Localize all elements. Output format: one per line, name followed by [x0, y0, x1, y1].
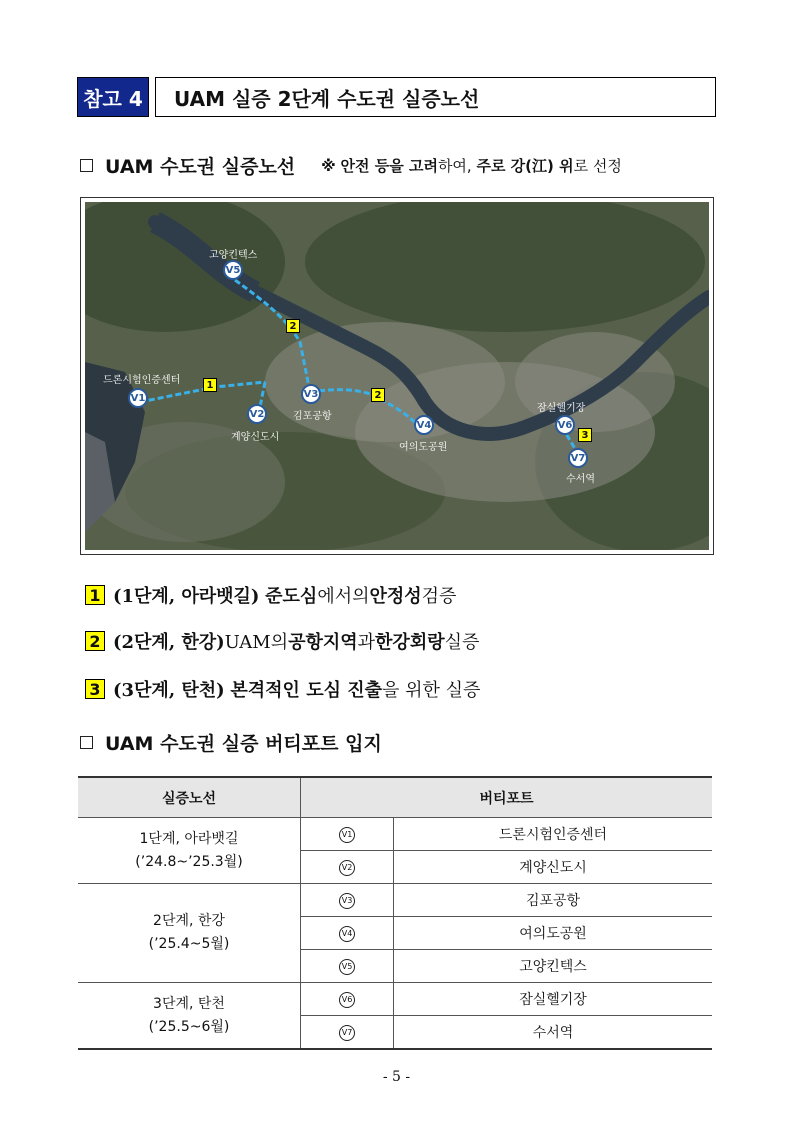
stage-item-3 — [85, 676, 480, 702]
map-vertiport-v6: V6 — [555, 415, 575, 435]
vertiport-name: 계양신도시 — [394, 851, 713, 884]
stage-3-text-3: 을 위한 실증 — [382, 680, 481, 701]
vertiport-code-badge: V2 — [339, 860, 355, 876]
stage-2-text-3: 실증 — [444, 632, 480, 653]
page-title: UAM 실증 2단계 수도권 실증노선 — [155, 77, 716, 117]
section-route-title: UAM 수도권 실증노선 — [105, 155, 296, 178]
map-stage-marker-2b: 2 — [371, 388, 385, 402]
vertiport-name: 김포공항 — [394, 884, 713, 917]
map-vertiport-v1: V1 — [128, 388, 148, 408]
stage-3-label: (3단계, 탄천) — [113, 680, 225, 701]
table-row — [78, 884, 712, 917]
vertiport-table — [78, 776, 712, 1050]
route-map — [80, 197, 714, 555]
page-number: - 5 - — [382, 1069, 411, 1085]
code-cell — [301, 917, 394, 950]
stage-1-bold-3: 안정성 — [369, 586, 422, 607]
map-vertiport-v3: V3 — [301, 384, 321, 404]
vertiport-code-badge: V7 — [339, 1025, 355, 1041]
map-vertiport-v4: V4 — [414, 415, 434, 435]
header-vertiport: 버티포트 — [301, 777, 713, 818]
stage-2-text-2: 과 — [357, 632, 376, 653]
note-bold-2: 주로 강(江) 위 — [476, 156, 574, 175]
map-vertiport-v7: V7 — [568, 448, 588, 468]
section-vertiport-title: UAM 수도권 실증 버티포트 입지 — [105, 732, 382, 755]
route-period-2: (’25.4~5월) — [148, 936, 230, 952]
stage-2-text-1: UAM의 — [224, 632, 289, 653]
stage-1-text-3: 검증 — [421, 586, 457, 607]
code-cell — [301, 950, 394, 983]
map-stage-marker-3: 3 — [578, 428, 592, 442]
stage-2-bold-3: 한강회랑 — [375, 632, 445, 653]
checkbox-square-icon — [80, 159, 93, 172]
stage-number-3: 3 — [85, 679, 105, 699]
appendix-badge: 참고 4 — [77, 77, 149, 117]
route-cell-3 — [78, 983, 301, 1050]
map-label-v6: 잠실헬기장 — [537, 403, 586, 414]
vertiport-code-badge: V1 — [339, 827, 355, 843]
stage-1-label: (1단계, 아라뱃길) — [113, 586, 260, 607]
code-cell — [301, 818, 394, 851]
note-text-1: 하여, — [437, 156, 477, 175]
route-stage-2: 2단계, 한강 — [153, 913, 225, 929]
map-vertiport-v5: V5 — [223, 260, 243, 280]
note-text-2: 로 선정 — [573, 156, 622, 175]
checkbox-square-icon — [80, 736, 93, 749]
code-cell — [301, 884, 394, 917]
note-mark: ※ — [321, 156, 336, 175]
note-bold-1: 안전 등을 고려 — [340, 156, 438, 175]
route-cell-2 — [78, 884, 301, 983]
map-label-v1: 드론시험인증센터 — [103, 375, 181, 386]
selection-note — [321, 155, 622, 176]
stage-number-1: 1 — [85, 585, 105, 605]
section-route-heading — [80, 152, 622, 178]
vertiport-name: 드론시험인증센터 — [394, 818, 713, 851]
vertiport-name: 고양킨텍스 — [394, 950, 713, 983]
table-row — [78, 983, 712, 1016]
route-period-1: (’24.8~’25.3월) — [135, 853, 243, 870]
vertiport-code-badge: V5 — [339, 959, 355, 975]
map-stage-marker-1: 1 — [203, 378, 217, 392]
stage-item-1 — [85, 582, 456, 608]
header-route: 실증노선 — [78, 777, 301, 818]
table-row — [78, 818, 712, 851]
route-cell-1 — [78, 818, 301, 884]
stage-number-2: 2 — [85, 631, 105, 651]
map-label-v7: 수서역 — [566, 474, 595, 485]
map-label-v5: 고양킨텍스 — [209, 250, 258, 261]
table-header-row — [78, 777, 712, 818]
stage-item-2 — [85, 628, 479, 654]
stage-2-label: (2단계, 한강) — [113, 632, 225, 653]
map-vertiport-v2: V2 — [247, 404, 267, 424]
code-cell — [301, 983, 394, 1016]
vertiport-code-badge: V4 — [339, 926, 355, 942]
stage-2-bold-2: 공항지역 — [288, 632, 358, 653]
map-label-v3: 김포공항 — [293, 411, 332, 422]
map-stage-marker-2a: 2 — [286, 319, 300, 333]
stage-1-text-2: 에서의 — [317, 586, 370, 607]
route-period-3: (’25.5~6월) — [148, 1018, 230, 1035]
vertiport-name: 여의도공원 — [394, 917, 713, 950]
map-label-v4: 여의도공원 — [399, 442, 448, 453]
section-vertiport-heading — [80, 729, 382, 755]
code-cell — [301, 1016, 394, 1050]
stage-3-bold-2: 본격적인 도심 진출 — [230, 680, 383, 701]
code-cell — [301, 851, 394, 884]
vertiport-name: 잠실헬기장 — [394, 983, 713, 1016]
route-stage-3: 3단계, 탄천 — [153, 995, 225, 1012]
vertiport-name: 수서역 — [394, 1016, 713, 1050]
vertiport-code-badge: V3 — [339, 893, 355, 909]
vertiport-code-badge: V6 — [339, 992, 355, 1008]
stage-1-bold-2: 준도심 — [265, 586, 318, 607]
map-label-v2: 계양신도시 — [231, 432, 280, 443]
route-stage-1: 1단계, 아라뱃길 — [139, 830, 239, 847]
